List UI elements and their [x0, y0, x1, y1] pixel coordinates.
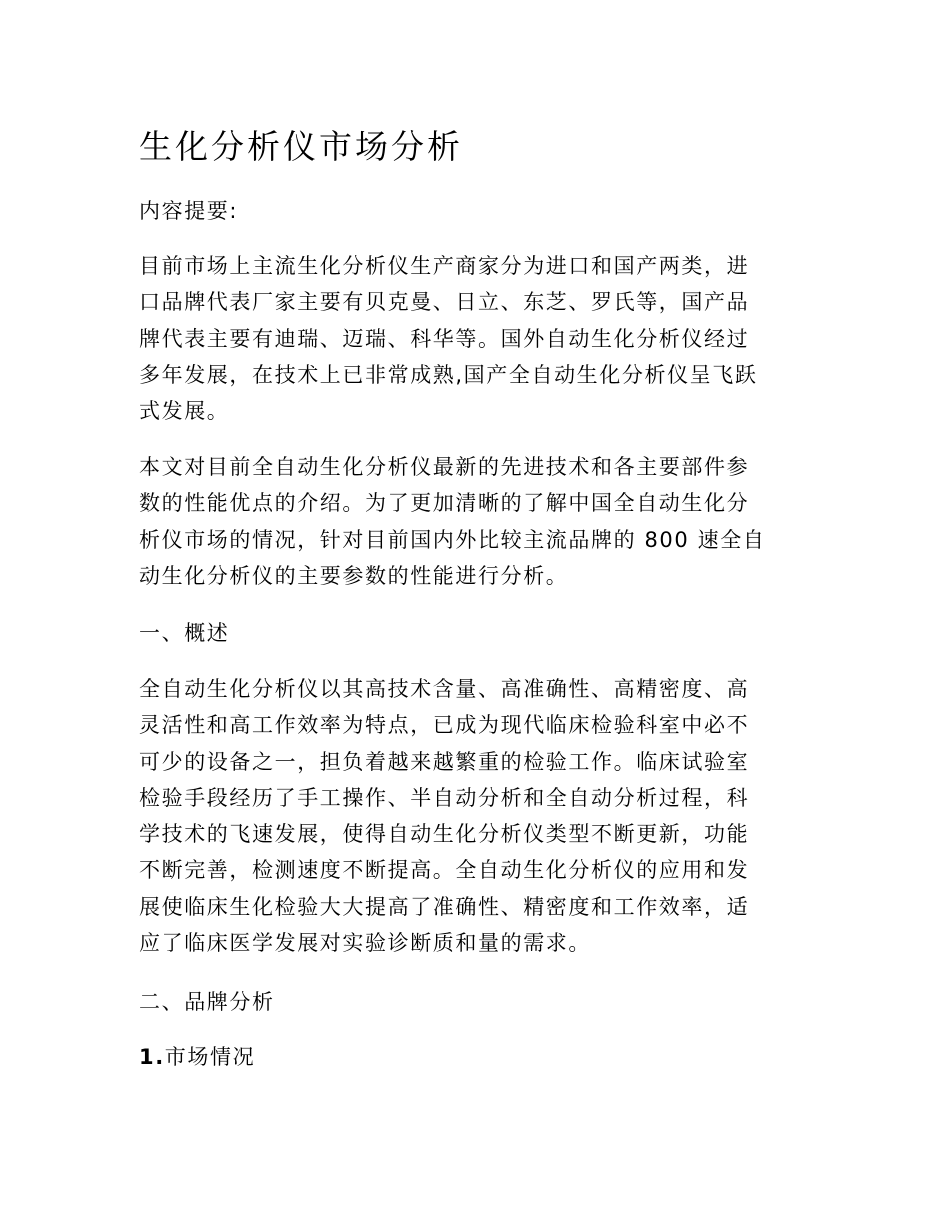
- paragraph-line: 口品牌代表厂家主要有贝克曼、日立、东芝、罗氏等，国产品: [139, 290, 750, 315]
- section-heading-brand-analysis: 二、品牌分析: [139, 990, 275, 1014]
- paragraph-line: 目前市场上主流生化分析仪生产商家分为进口和国产两类，进: [139, 254, 750, 278]
- subsection-title: 市场情况: [164, 1045, 256, 1069]
- paragraph-line: 数的性能优点的介绍。为了更加清晰的了解中国全自动生化分: [139, 491, 750, 516]
- subsection-heading-market: [139, 1039, 255, 1075]
- summary-label: 内容提要:: [139, 199, 239, 223]
- paragraph-line: 动生化分析仪的主要参数的性能进行分析。: [139, 563, 569, 588]
- paragraph-line: 学技术的飞速发展，使得自动生化分析仪类型不断更新，功能: [139, 822, 750, 847]
- paragraph-line: 本文对目前全自动生化分析仪最新的先进技术和各主要部件参: [139, 455, 750, 479]
- paragraph-intro: [139, 248, 819, 429]
- paragraph-line: 检验手段经历了手工操作、半自动分析和全自动分析过程，科: [139, 785, 750, 810]
- paragraph-line: 析仪市场的情况，针对目前国内外比较主流品牌的 800 速全自: [139, 527, 766, 552]
- paragraph-line: 牌代表主要有迪瑞、迈瑞、科华等。国外自动生化分析仪经过: [139, 326, 750, 351]
- document-title: 生化分析仪市场分析: [139, 127, 463, 166]
- paragraph-overview: [139, 671, 819, 961]
- paragraph-line: 不断完善，检测速度不断提高。全自动生化分析仪的应用和发: [139, 858, 750, 883]
- paragraph-line: 可少的设备之一，担负着越来越繁重的检验工作。临床试验室: [139, 749, 750, 774]
- subsection-number: 1.: [139, 1045, 165, 1069]
- paragraph-line: 多年发展，在技术上已非常成熟,国产全自动生化分析仪呈飞跃: [139, 362, 758, 387]
- paragraph-line: 灵活性和高工作效率为特点，已成为现代临床检验科室中必不: [139, 713, 750, 738]
- paragraph-purpose: [139, 449, 819, 594]
- paragraph-line: 应了临床医学发展对实验诊断质和量的需求。: [139, 931, 591, 956]
- paragraph-line: 式发展。: [139, 399, 230, 424]
- paragraph-line: 全自动生化分析仪以其高技术含量、高准确性、高精密度、高: [139, 677, 750, 701]
- paragraph-line: 展使临床生化检验大大提高了准确性、精密度和工作效率，适: [139, 894, 750, 919]
- section-heading-overview: 一、概述: [139, 621, 230, 645]
